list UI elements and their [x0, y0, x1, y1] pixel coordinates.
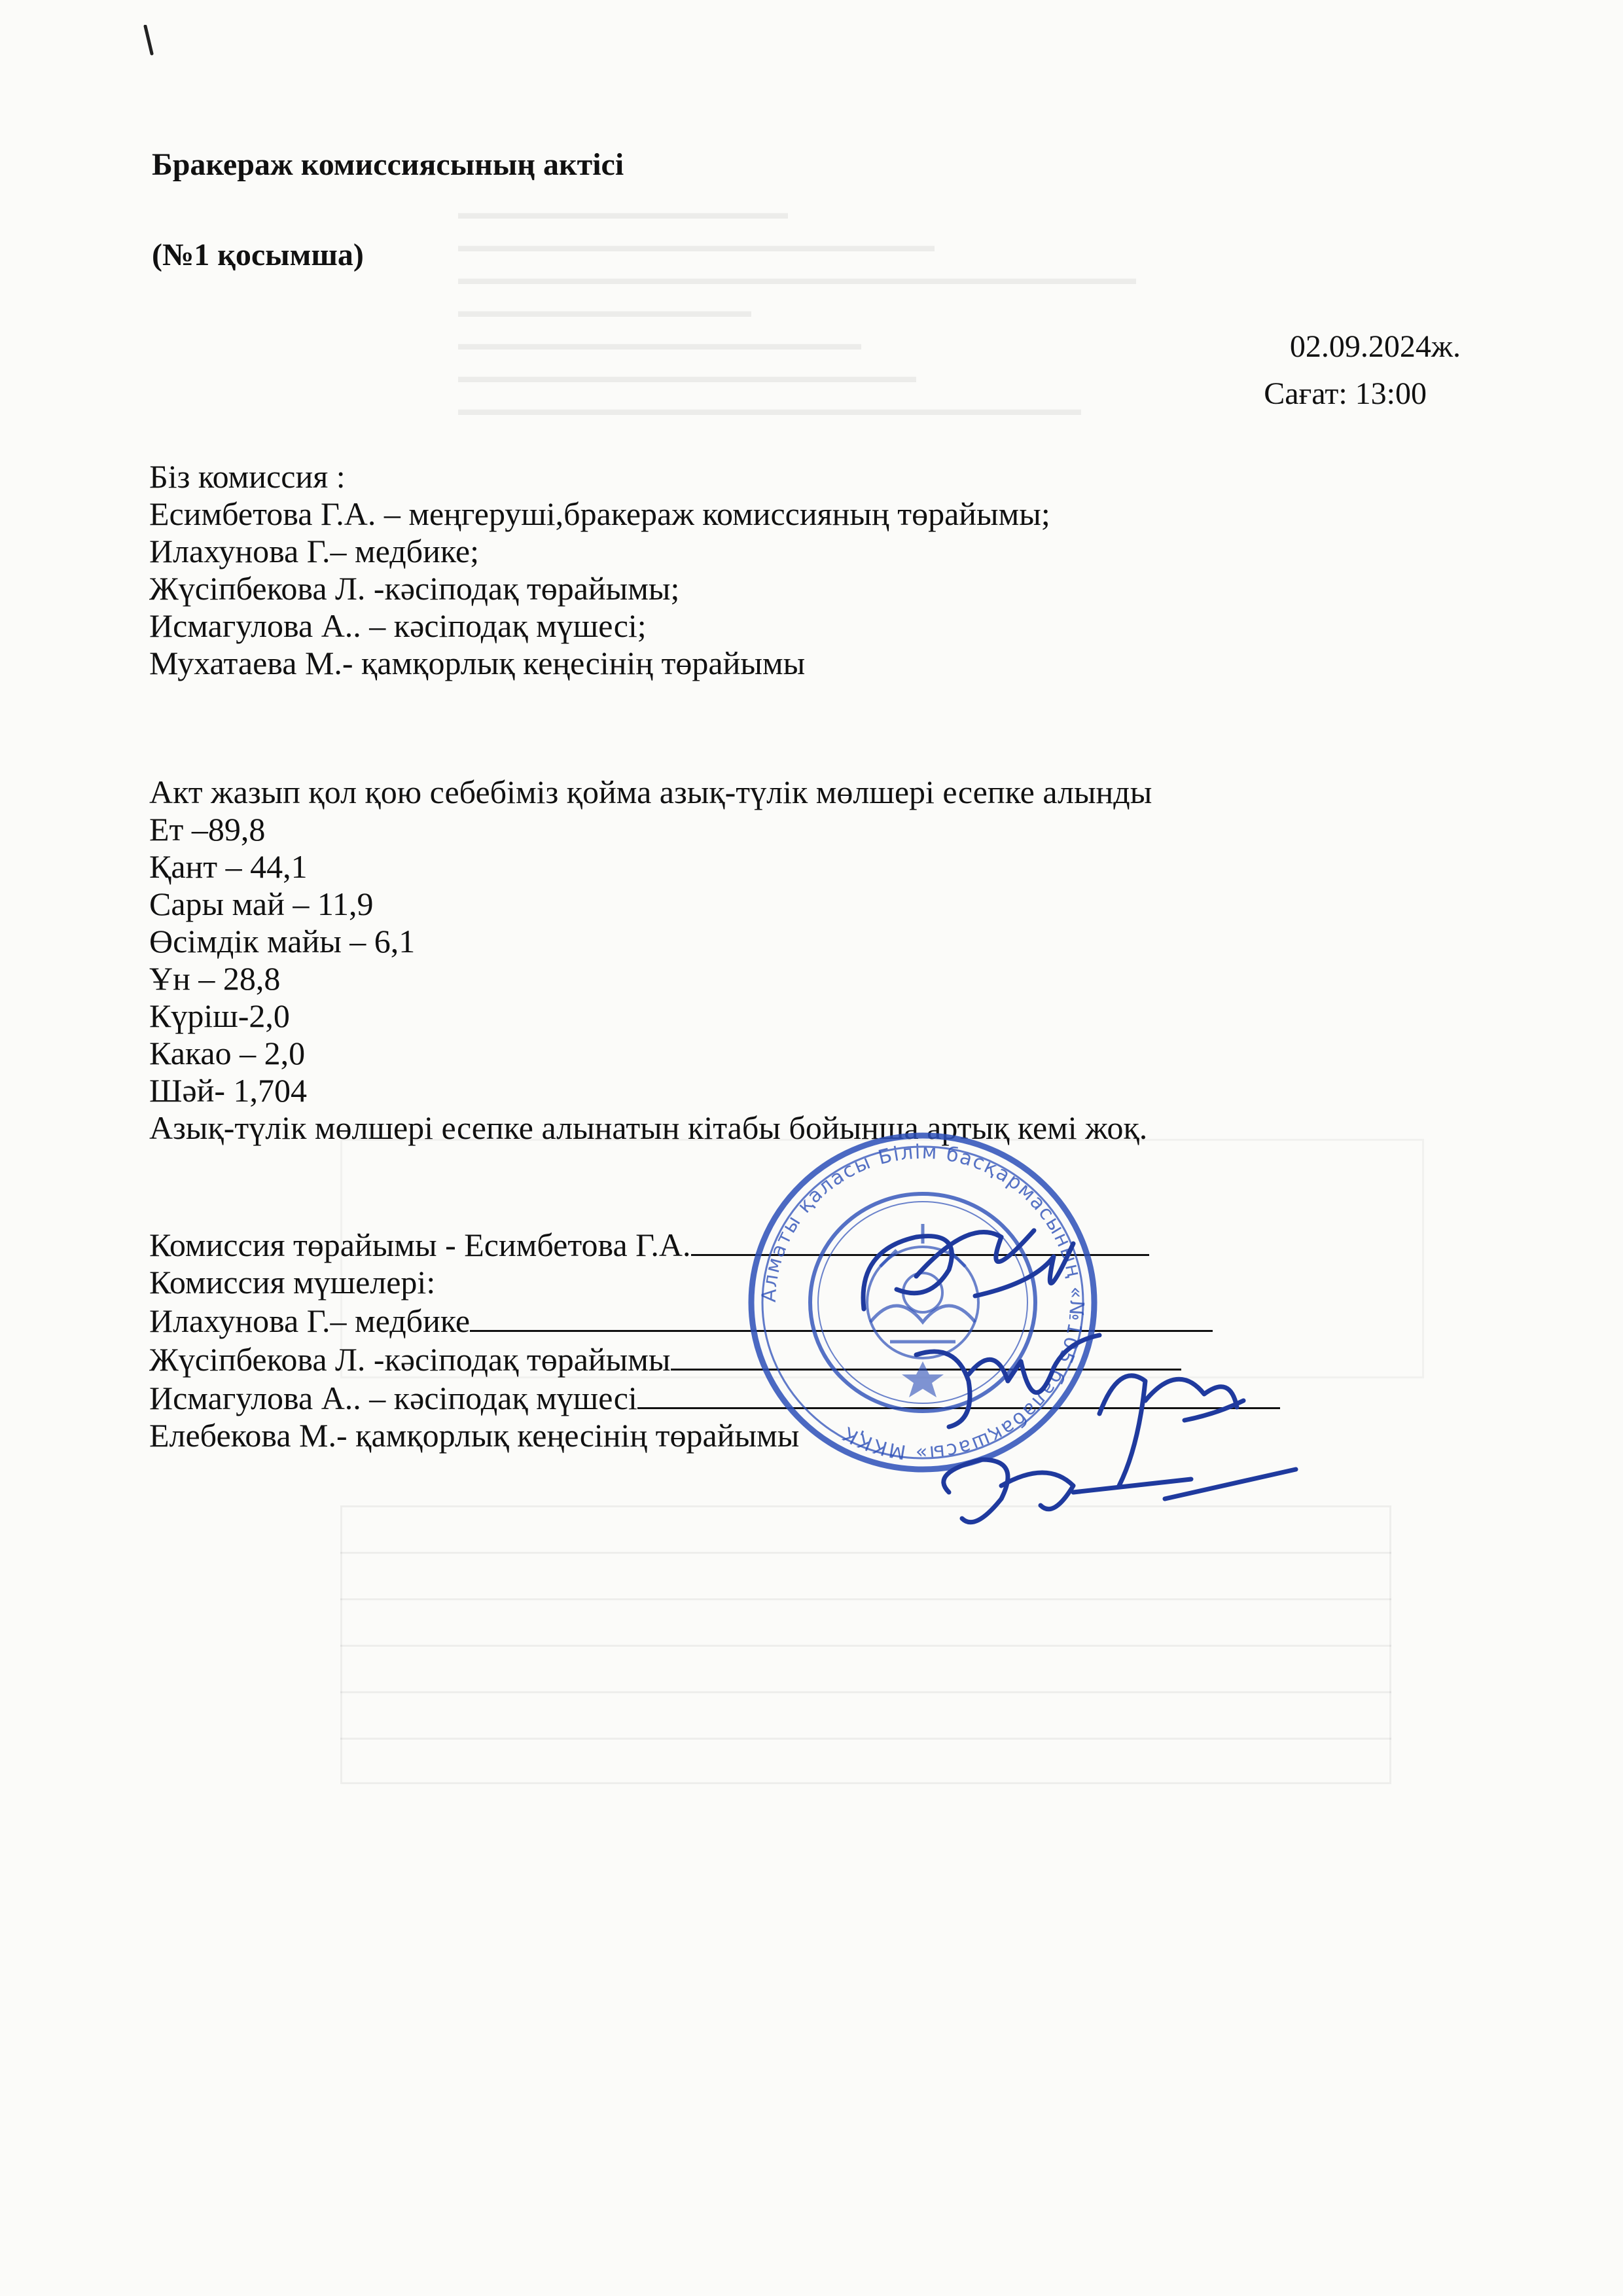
inventory-item: Өсімдік майы – 6,1 [149, 923, 416, 960]
members-label: Комиссия мүшелері: [149, 1264, 436, 1300]
inventory-item: Шәй- 1,704 [149, 1072, 308, 1109]
commission-intro: Біз комиссия : [149, 458, 346, 495]
chair-label: Комиссия төрайымы - Есимбетова Г.А. [149, 1227, 691, 1263]
reverse-side-bleed: ▬▬▬▬▬▬▬▬▬▬▬▬▬▬▬▬▬▬ ▬▬▬▬▬▬▬▬▬▬▬▬▬▬▬▬▬▬▬▬▬▬▬▬▬▬ ▬▬▬▬▬▬▬▬▬▬▬▬▬▬▬▬▬▬▬▬▬▬▬▬▬▬▬▬▬▬▬▬▬▬▬▬▬ ▬▬▬▬▬▬▬▬▬▬▬▬▬▬▬▬ ▬▬▬▬▬▬▬▬▬▬▬▬▬▬▬▬▬▬▬▬▬▬ ▬▬▬▬▬▬▬▬▬▬▬▬▬▬▬▬▬▬▬▬▬▬▬▬▬ ▬▬▬▬▬▬▬▬▬▬▬▬▬▬▬▬▬▬▬▬▬▬▬▬▬▬▬▬▬▬▬▬▬▬ [458, 202, 1136, 419]
document-title: Бракераж комиссиясының актісі [152, 147, 624, 182]
corner-tick-mark [143, 25, 156, 56]
member-signature [916, 1335, 1099, 1427]
inventory-item: Қант – 44,1 [149, 848, 308, 885]
member-signature [1099, 1376, 1243, 1486]
seal-ring-text: Алматы қаласы Білім басқармасының «№105 балабақшасы» МКҚК [757, 1140, 1088, 1465]
document-subtitle: (№1 қосымша) [152, 238, 364, 272]
member-label: Жүсіпбекова Л. -кәсіподақ төрайымы [149, 1341, 671, 1378]
inventory-conclusion: Азық-түлік мөлшері есепке алынатын кітабы бойынша артық кемі жоқ. [149, 1109, 1148, 1146]
document-date: 02.09.2024ж. [1289, 329, 1461, 364]
member-line: Мухатаева М.- қамқорлық кеңесінің төрайымы [149, 645, 806, 681]
member-line: Есимбетова Г.А. – меңгеруші,бракераж комиссияның төрайымы; [149, 495, 1050, 532]
inventory-item: Сары май – 11,9 [149, 886, 374, 922]
inventory-item: Какао – 2,0 [149, 1035, 306, 1071]
chair-signature [863, 1230, 1073, 1309]
inventory-item: Ет –89,8 [149, 811, 266, 848]
inventory-item: Күріш-2,0 [149, 997, 290, 1034]
member-signature [944, 1460, 1296, 1522]
member-label: Исмагулова А.. – кәсіподақ мүшесі [149, 1380, 637, 1416]
member-line: Жүсіпбекова Л. -кәсіподақ төрайымы; [149, 570, 680, 607]
member-line: Илахунова Г.– медбике; [149, 533, 479, 569]
member-label: Илахунова Г.– медбике [149, 1302, 471, 1339]
document-time: Сағат: 13:00 [1264, 376, 1427, 411]
commission-list [149, 458, 1050, 682]
inventory-list [149, 774, 1152, 1147]
inventory-item: Ұн – 28,8 [149, 960, 281, 997]
inventory-intro: Акт жазып қол қою себебіміз қойма азық-түлік мөлшері есепке алынды [149, 774, 1152, 810]
handwritten-signatures [838, 1211, 1309, 1577]
member-label: Елебекова М.- қамқорлық кеңесінің төрайымы [149, 1417, 800, 1454]
member-line: Исмагулова А.. – кәсіподақ мүшесі; [149, 607, 647, 644]
